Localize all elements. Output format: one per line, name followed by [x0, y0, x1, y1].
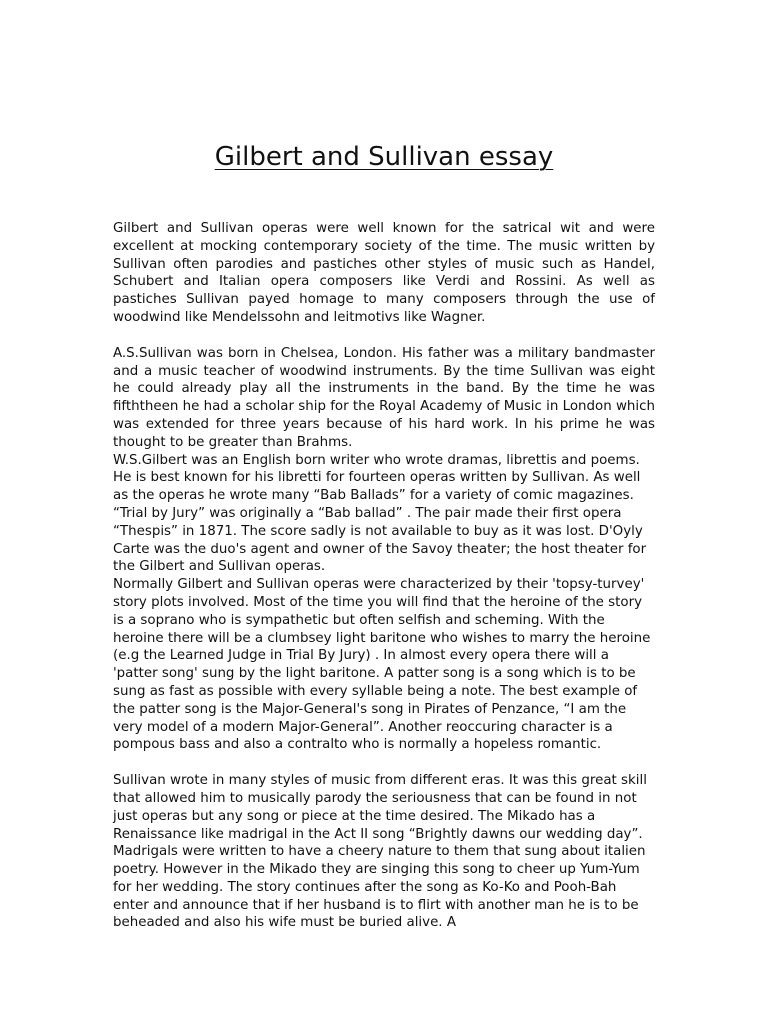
- paragraph-gilbert-bio: W.S.Gilbert was an English born writer who wrote dramas, librettis and poems. He is best known for his libretti for fourteen operas written by Sullivan. As well as the operas he wrote many “Bab Ballads” for a variety of comic magazines. “Trial by Jury” was originally a “Bab ballad” . The pair made their first opera “Thespis” in 1871. The score sadly is not available to buy as it was lost. D'Oyly Carte was the duo's agent and owner of the Savoy theater; the host theater for the Gilbert and Sullivan operas.: [113, 452, 647, 575]
- paragraph-sullivan-bio: A.S.Sullivan was born in Chelsea, London. His father was a military bandmaster and a music teacher of woodwind instruments. By the time Sullivan was eight he could already play all the instruments in the band. By the time he was fifththeen he had a scholar ship for the Royal Academy of Music in London which was extended for three years because of his hard work. In his prime he was thought to be greater than Brahms.: [113, 345, 655, 450]
- paragraph-characters: Normally Gilbert and Sullivan operas were characterized by their 'topsy-turvey' story plots involved. Most of the time you will find that the heroine of the story is a soprano who is sympathetic but often selfish and scheming. With the heroine there will be a clumbsey light baritone who wishes to marry the heroine (e.g the Learned Judge in Trial By Jury) . In almost every opera there will a 'patter song' sung by the light baritone. A patter song is a song which is to be sung as fast as possible with every syllable being a note. The best example of the patter song is the Major-General's song in Pirates of Penzance, “I am the very model of a modern Major-General”. Another reoccuring character is a pompous bass and also a contralto who is normally a hopeless romantic.: [113, 577, 651, 753]
- paragraph-styles: Sullivan wrote in many styles of music from different eras. It was this great skill that allowed him to musically parody the seriousness that can be found in not just operas but any song or piece at the time desired. The Mikado has a Renaissance like madrigal in the Act II song “Brightly dawns our wedding day”. Madrigals were written to have a cheery nature to them that sung about italien poetry. However in the Mikado they are singing this song to cheer up Yum-Yum for her wedding. The story continues after the song as Ko-Ko and Pooh-Bah enter and announce that if her husband is to flirt with another man he is to be beheaded and also his wife must be buried alive. A: [113, 773, 647, 931]
- page-title: [0, 140, 768, 174]
- essay-body: [113, 220, 655, 932]
- page-title-text: Gilbert and Sullivan essay: [214, 142, 554, 172]
- paragraph-intro: Gilbert and Sullivan operas were well known for the satrical wit and were excellent at mocking contemporary society of the time. The music written by Sullivan often parodies and pastiches other styles of music such as Handel, Schubert and Italian opera composers like Verdi and Rossini. As well as pastiches Sullivan payed homage to many composers through the use of woodwind like Mendelssohn and leitmotivs like Wagner.: [113, 221, 655, 325]
